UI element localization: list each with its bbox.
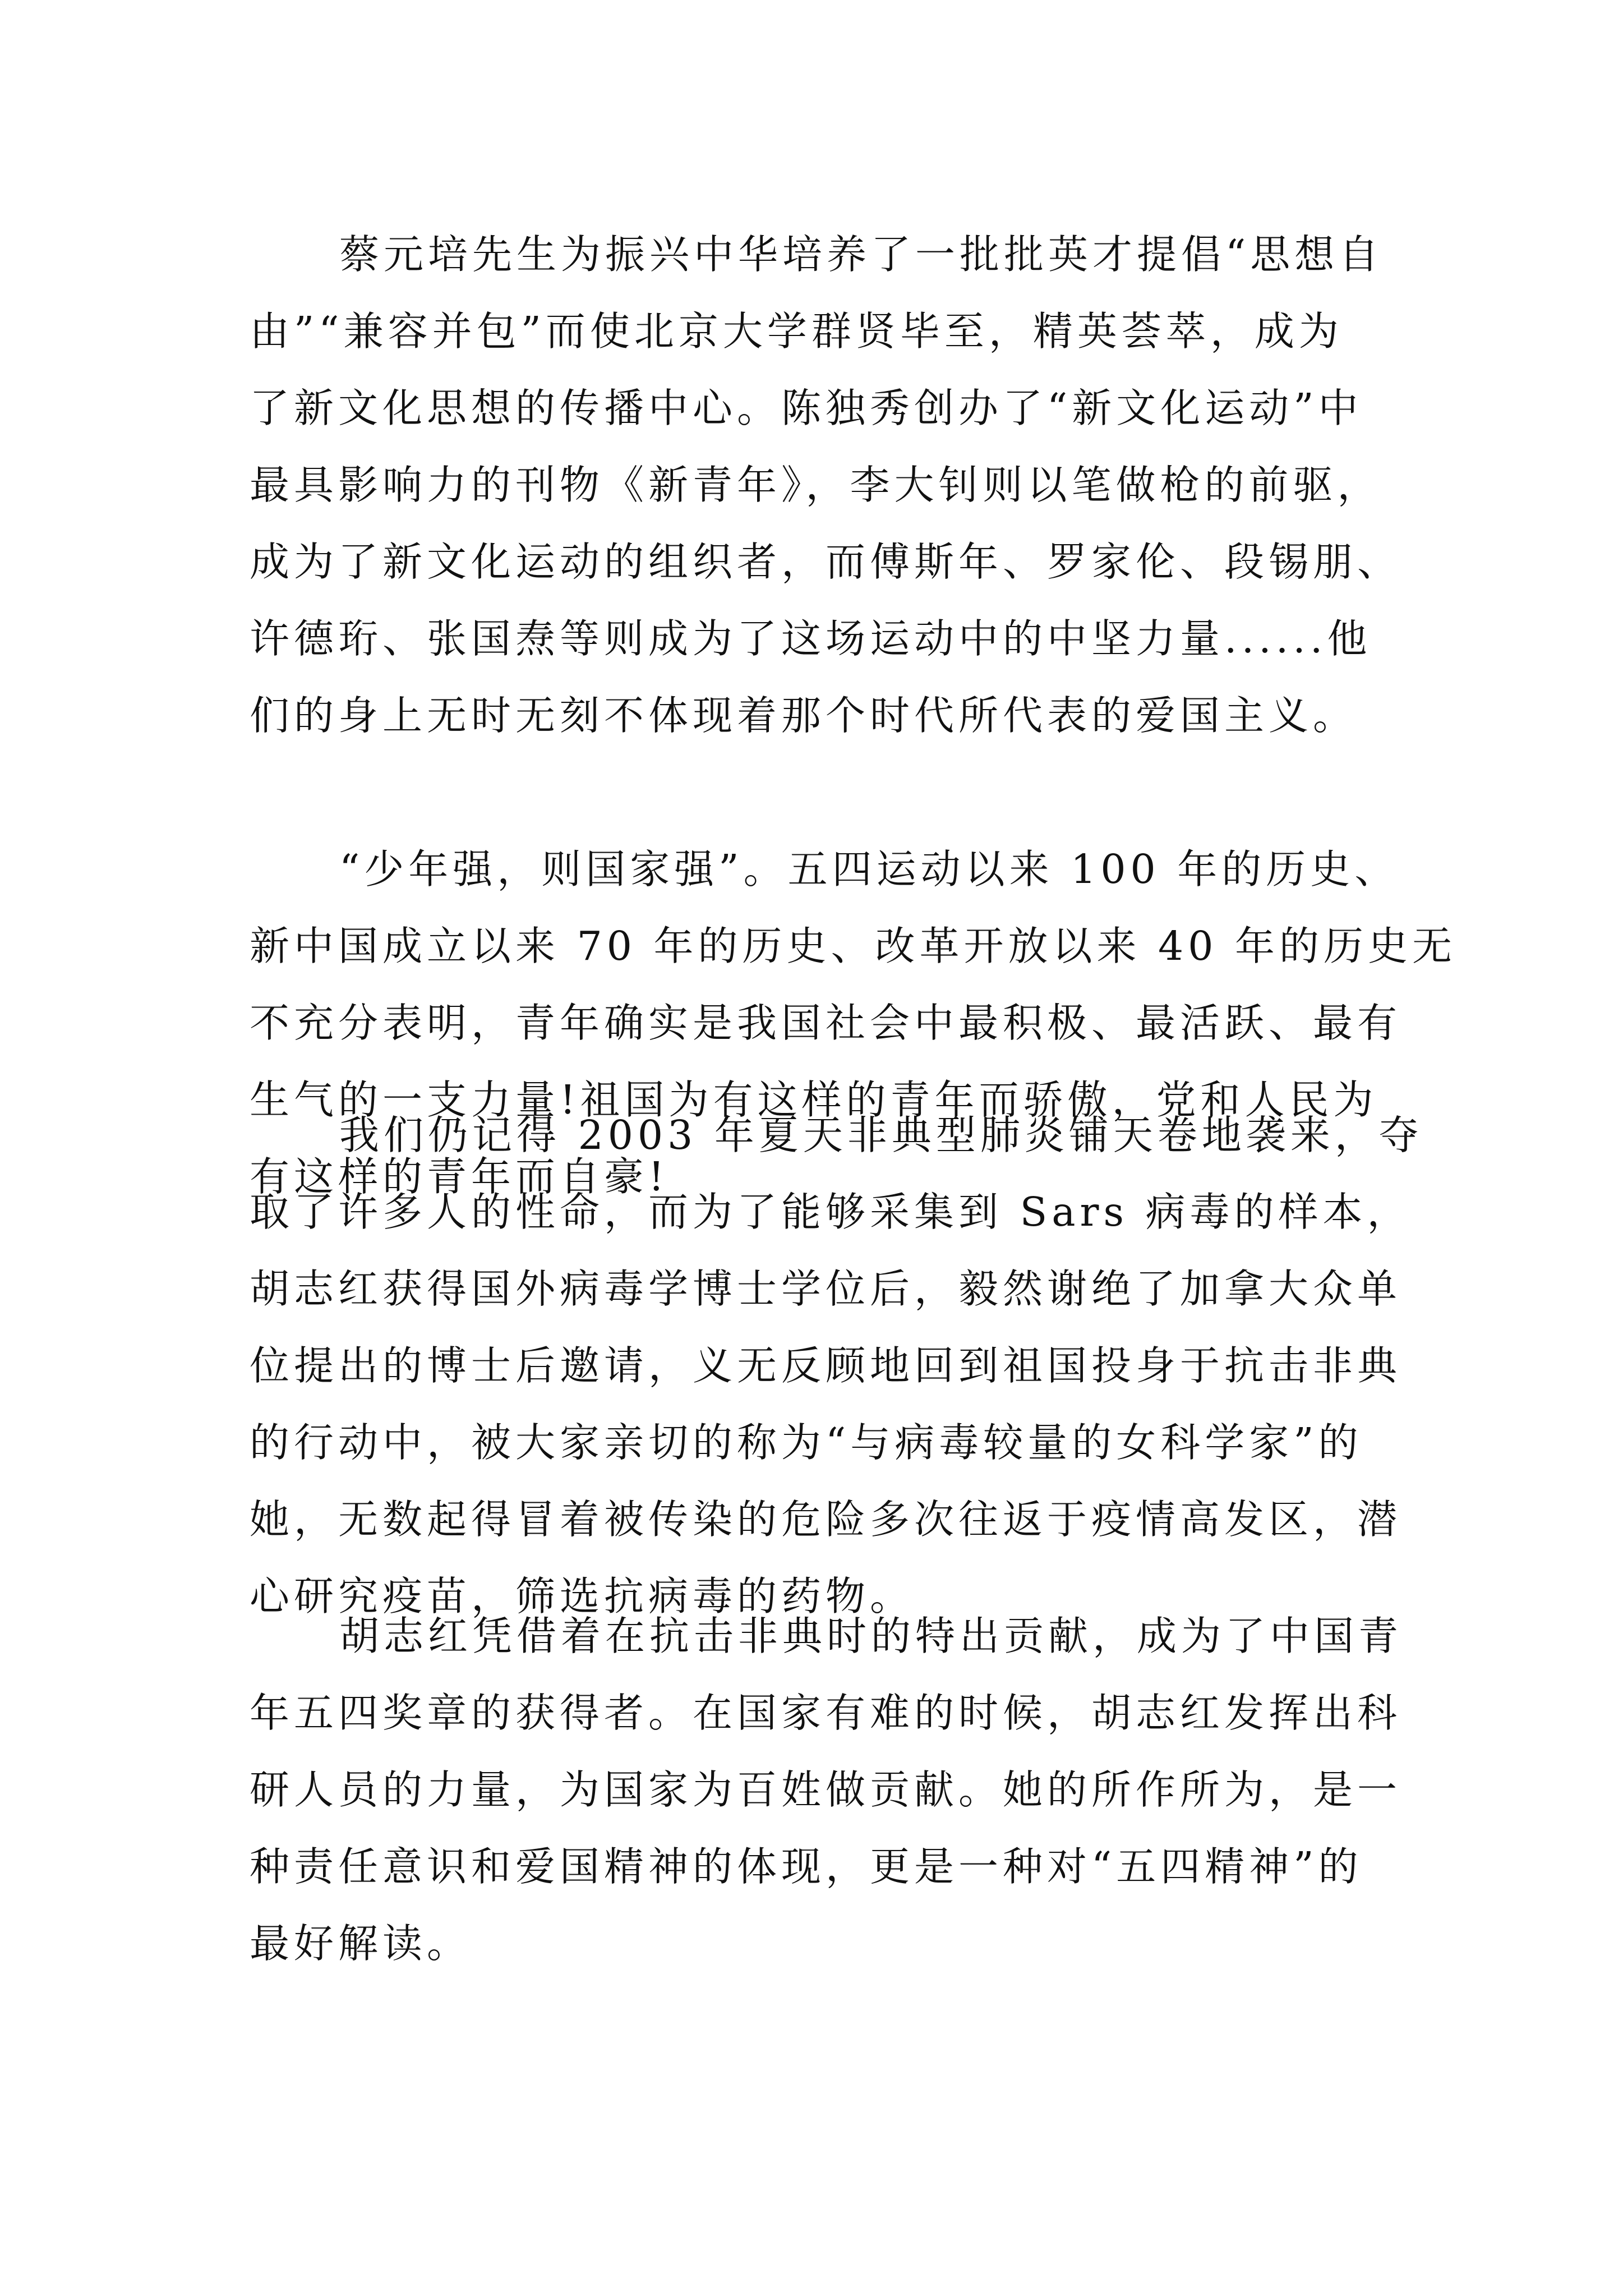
paragraph-line: 我们仍记得 2003 年夏天非典型肺炎铺天卷地袭来，夺 — [339, 1112, 1423, 1158]
paragraph-line: 的行动中，被大家亲切的称为“与病毒较量的女科学家”的 — [250, 1419, 1363, 1466]
paragraph-line: 种责任意识和爱国精神的体现，更是一种对“五四精神”的 — [250, 1843, 1363, 1890]
paragraph-line: “少年强，则国家强”。五四运动以来 100 年的历史、 — [339, 846, 1399, 892]
paragraph-line: 许德珩、张国焘等则成为了这场运动中的中坚力量......他 — [250, 615, 1372, 662]
paragraph-line: 由”“兼容并包”而使北京大学群贤毕至，精英荟萃，成为 — [250, 308, 1343, 355]
paragraph-line: 有这样的青年而自豪! — [250, 1153, 669, 1200]
paragraph-line: 了新文化思想的传播中心。陈独秀创办了“新文化运动”中 — [250, 385, 1363, 431]
paragraph-line: 们的身上无时无刻不体现着那个时代所代表的爱国主义。 — [250, 692, 1358, 739]
paragraph-line: 最好解读。 — [250, 1920, 472, 1967]
paragraph-cai-yuanpei — [250, 216, 1401, 754]
paragraph-line: 蔡元培先生为振兴中华培养了一批批英才提倡“思想自 — [339, 231, 1384, 278]
paragraph-line: 成为了新文化运动的组织者，而傅斯年、罗家伦、段锡朋、 — [250, 539, 1402, 585]
paragraph-line: 取了许多人的性命，而为了能够采集到 Sars 病毒的样本， — [250, 1189, 1412, 1235]
paragraph-line: 胡志红获得国外病毒学博士学位后，毅然谢绝了加拿大众单 — [250, 1266, 1402, 1312]
paragraph-sars-2003 — [250, 1097, 1423, 1635]
paragraph-line: 生气的一支力量!祖国为有这样的青年而骄傲，党和人民为 — [250, 1076, 1378, 1123]
paragraph-line: 研人员的力量，为国家为百姓做贡献。她的所作所为，是一 — [250, 1766, 1402, 1813]
paragraph-line: 新中国成立以来 70 年的历史、改革开放以来 40 年的历史无 — [250, 923, 1456, 969]
paragraph-line: 最具影响力的刊物《新青年》，李大钊则以笔做枪的前驱， — [250, 462, 1382, 508]
paragraph-line: 心研究疫苗，筛选抗病毒的药物。 — [250, 1573, 915, 1619]
paragraph-line: 胡志红凭借着在抗击非典时的特出贡献，成为了中国青 — [339, 1613, 1403, 1659]
paragraph-line: 年五四奖章的获得者。在国家有难的时候，胡志红发挥出科 — [250, 1690, 1402, 1736]
paragraph-line: 她，无数起得冒着被传染的危险多次往返于疫情高发区，潜 — [250, 1496, 1402, 1543]
paragraph-hu-zhihong — [250, 1598, 1403, 1982]
paragraph-line: 不充分表明，青年确实是我国社会中最积极、最活跃、最有 — [250, 1000, 1402, 1046]
paragraph-line: 位提出的博士后邀请，义无反顾地回到祖国投身于抗击非典 — [250, 1342, 1402, 1389]
